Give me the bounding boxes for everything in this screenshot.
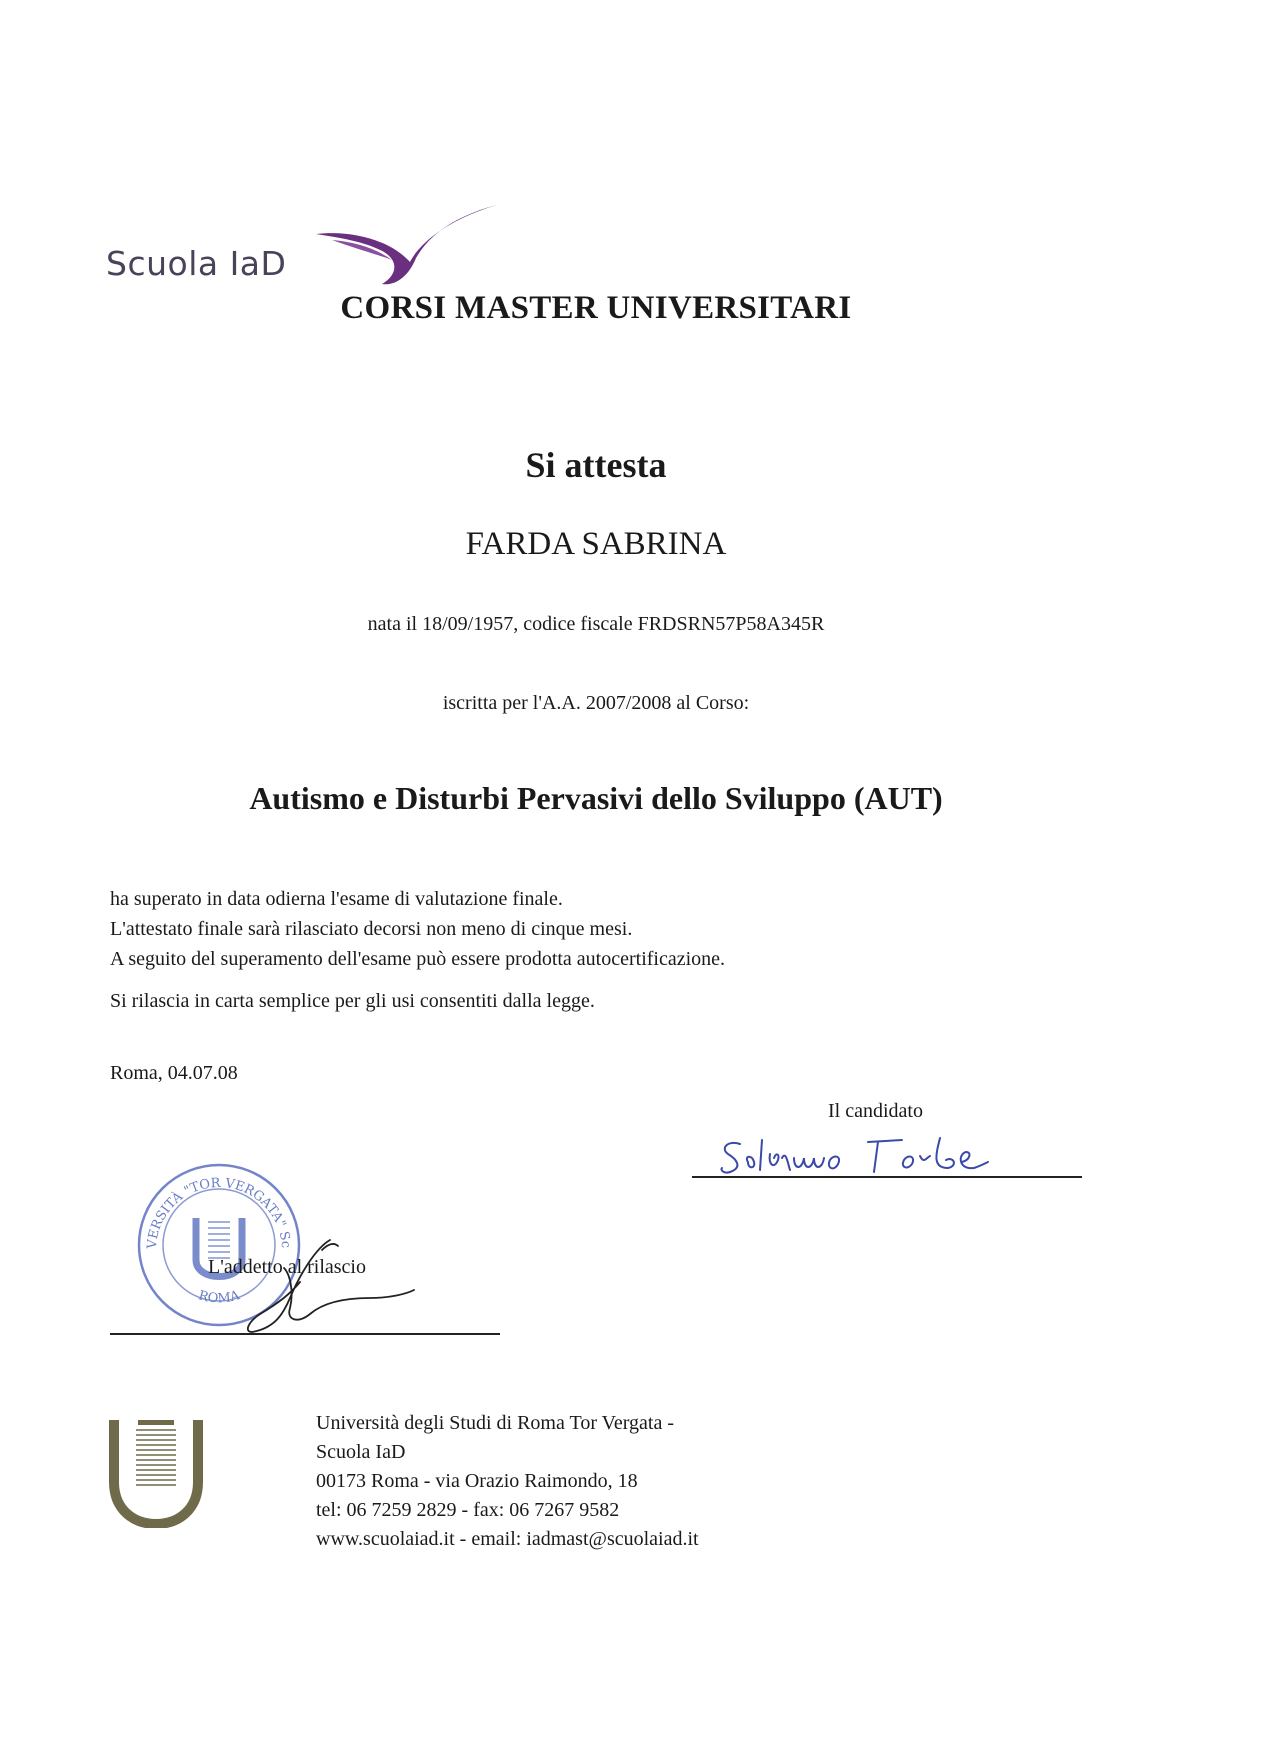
course-title: Autismo e Disturbi Pervasivi dello Sviluppo (AUT) (249, 780, 943, 816)
certificate-heading: Si attesta (525, 445, 667, 485)
candidate-label: Il candidato (828, 1100, 923, 1122)
candidate-signature-line (692, 1176, 1082, 1178)
body-line: ha superato in data odierna l'esame di valutazione finale. (110, 888, 563, 910)
body-line: A seguito del superamento dell'esame può essere prodotta autocertificazione. (110, 948, 726, 970)
enrollment-details: iscritta per l'A.A. 2007/2008 al Corso: (442, 692, 750, 714)
body-line: L'attestato finale sarà rilasciato decorsi non meno di cinque mesi. (110, 918, 633, 940)
birth-details: nata il 18/09/1957, codice fiscale FRDSRN57P58A345R (367, 613, 825, 635)
recipient-name: FARDA SABRINA (465, 526, 727, 562)
footer-line: tel: 06 7259 2829 - fax: 06 7267 9582 (316, 1499, 620, 1521)
result-paragraph (110, 884, 725, 974)
footer-line: 00173 Roma - via Orazio Raimondo, 18 (316, 1470, 638, 1492)
place-date: Roma, 04.07.08 (110, 1062, 238, 1084)
school-logo-text: Scuola IaD (106, 244, 287, 283)
issuer-signature-line (110, 1333, 500, 1335)
issuer-label: L'addetto al rilascio (208, 1256, 366, 1278)
footer-contact (316, 1409, 699, 1554)
candidate-signature (718, 1134, 998, 1187)
page-title: CORSI MASTER UNIVERSITARI (340, 290, 852, 326)
footer-line: Università degli Studi di Roma Tor Vergata - (316, 1412, 674, 1434)
seal-text-top: VERSITÀ "TOR VERGATA" Sc (144, 1175, 294, 1250)
issuer-signature (230, 1228, 430, 1343)
footer-line: Scuola IaD (316, 1441, 406, 1463)
bird-logo-icon (312, 200, 502, 295)
university-logo-icon (108, 1416, 204, 1533)
seal-text-bottom: ROMA (196, 1288, 242, 1307)
release-note: Si rilascia in carta semplice per gli usi consentiti dalla legge. (110, 990, 595, 1012)
footer-line: www.scuolaiad.it - email: iadmast@scuolaiad.it (316, 1528, 699, 1550)
